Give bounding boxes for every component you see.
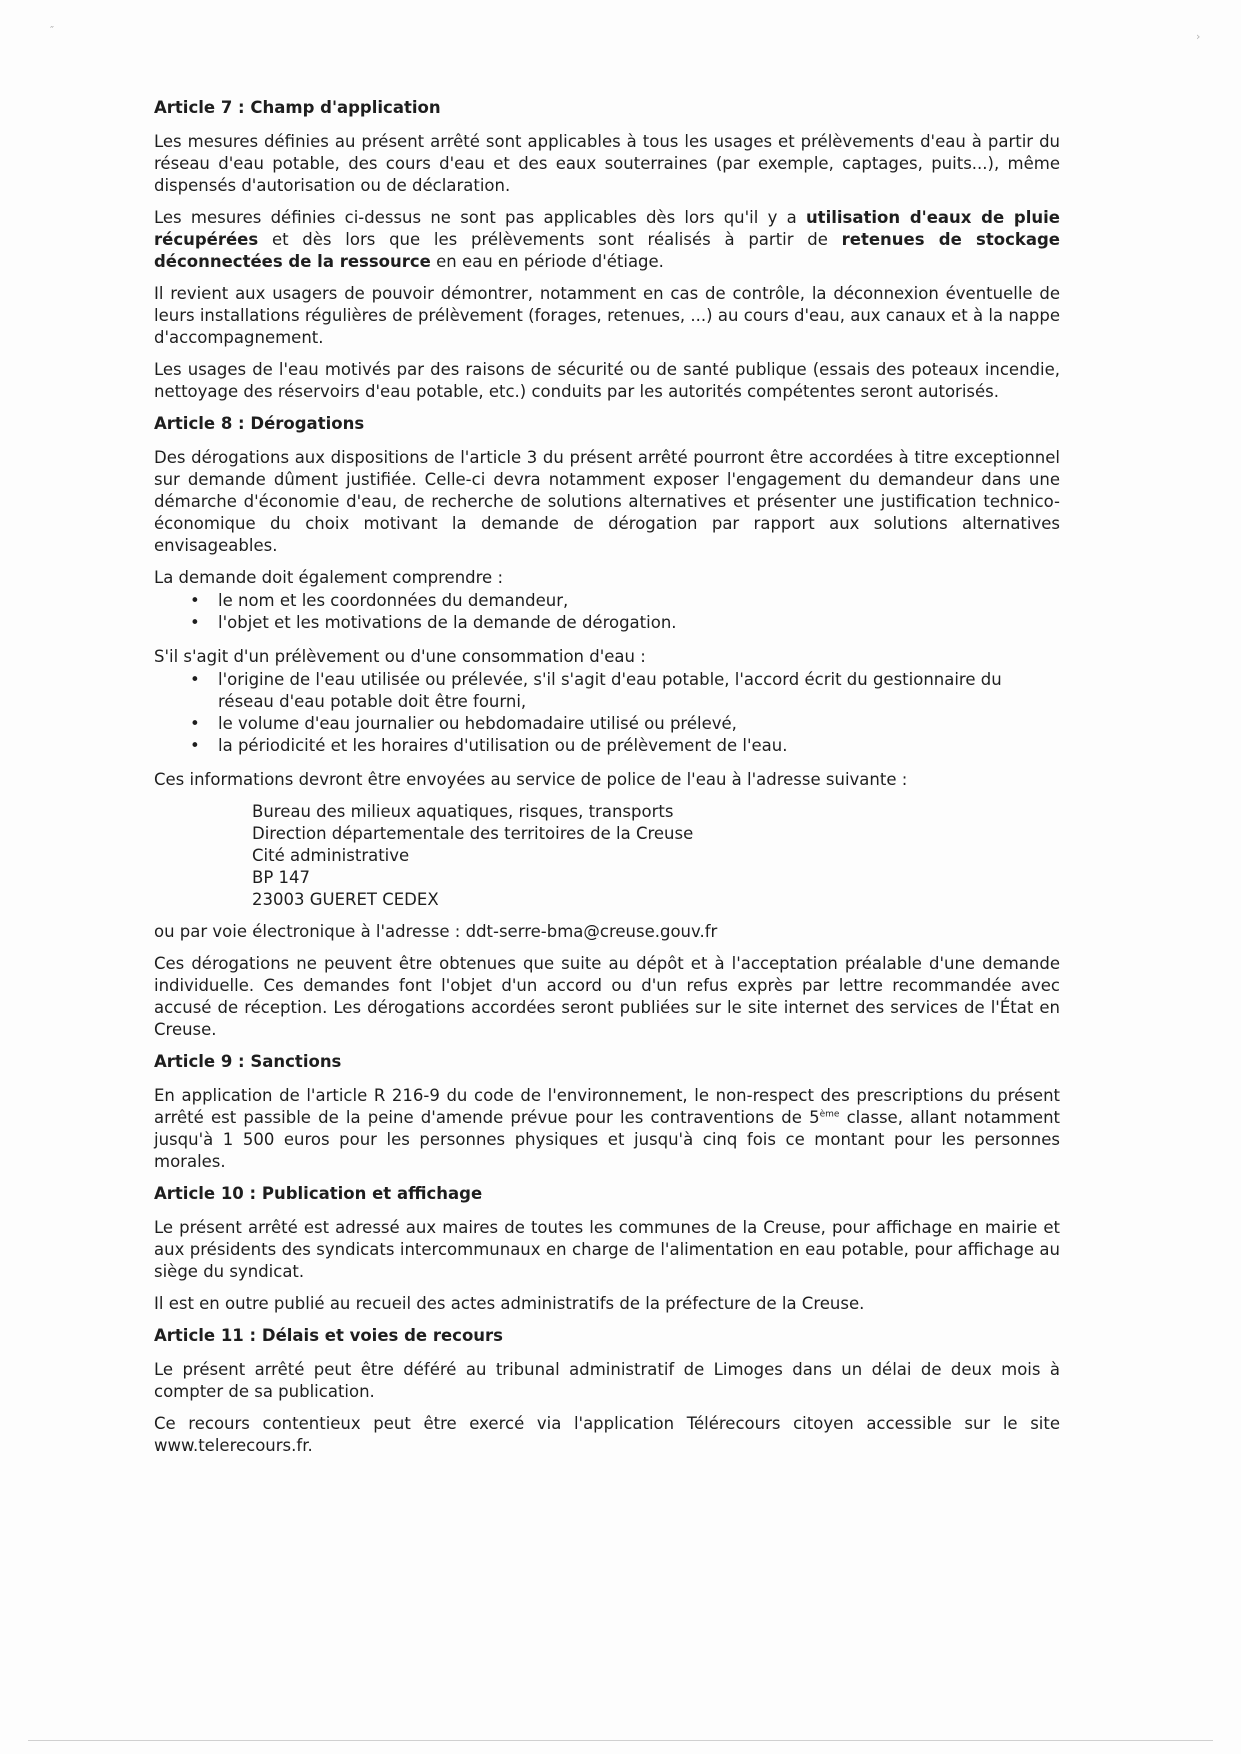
scan-speck: ″ <box>50 24 55 37</box>
article-7-paragraph: Il revient aux usagers de pouvoir démontrer, notamment en cas de contrôle, la déconnexion éventuelle de leurs installations régulières de prélèvement (forages, retenues, ...) au cours d'eau, aux canaux et à la nappe d'accompagnement. <box>154 284 1060 347</box>
list-item-text: l'origine de l'eau utilisée ou prélevée, s'il s'agit d'eau potable, l'accord écrit du gestionnaire du réseau d'eau potable doit être fourni, <box>218 670 1002 711</box>
article-8-paragraph: S'il s'agit d'un prélèvement ou d'une consommation d'eau : <box>154 647 646 666</box>
article-10-heading: Article 10 : Publication et affichage <box>154 1184 483 1203</box>
text-run: classe, allant notamment jusqu'à 1 500 euros pour les personnes physiques et jusqu'à cinq fois ce montant pour les personnes morales. <box>154 1108 1060 1171</box>
bullet-icon: • <box>190 670 200 689</box>
list-item-text: le nom et les coordonnées du demandeur, <box>218 591 569 610</box>
list-item <box>154 713 1060 735</box>
article-7-paragraph: Les usages de l'eau motivés par des raisons de sécurité ou de santé publique (essais des poteaux incendie, nettoyage des réservoirs d'eau potable, etc.) conduits par les autorités compétentes seront autorisés. <box>154 360 1060 401</box>
bullet-icon: • <box>190 736 200 755</box>
article-7-paragraph: Les mesures définies au présent arrêté sont applicables à tous les usages et prélèvements d'eau à partir du réseau d'eau potable, des cours d'eau et des eaux souterraines (par exemple, captages, puits...), même dispensés d'autorisation ou de déclaration. <box>154 132 1060 195</box>
article-8-heading: Article 8 : Dérogations <box>154 414 365 433</box>
bullet-icon: • <box>190 613 200 632</box>
list-item-text: l'objet et les motivations de la demande de dérogation. <box>218 613 677 632</box>
article-9-heading: Article 9 : Sanctions <box>154 1052 342 1071</box>
list-item-text: la périodicité et les horaires d'utilisation ou de prélèvement de l'eau. <box>218 736 788 755</box>
bullet-icon: • <box>190 591 200 610</box>
article-8-paragraph: Des dérogations aux dispositions de l'article 3 du présent arrêté pourront être accordées à titre exceptionnel sur demande dûment justifiée. Celle-ci devra notamment exposer l'engagement du demandeur dans une démarche d'économie d'eau, de recherche de solutions alternatives et présenter une justification technico-économique du choix motivant la demande de dérogation par rapport aux solutions alternatives envisageables. <box>154 448 1060 555</box>
article-11-heading: Article 11 : Délais et voies de recours <box>154 1326 503 1345</box>
text-run: En application de l'article R 216-9 du code de l'environnement, le non-respect des prescriptions du présent arrêté est passible de la peine d'amende prévue pour les contraventions de 5 <box>154 1086 1060 1127</box>
article-10-paragraph: Il est en outre publié au recueil des actes administratifs de la préfecture de la Creuse. <box>154 1294 865 1313</box>
text-run: et dès lors que les prélèvements sont réalisés à partir de <box>258 230 842 249</box>
article-8-paragraph: Ces informations devront être envoyées au service de police de l'eau à l'adresse suivante : <box>154 770 908 789</box>
text-run: Les mesures définies ci-dessus ne sont pas applicables dès lors qu'il y a <box>154 208 806 227</box>
bold-text: retenues de stockage déconnectées de la ressource <box>154 230 1060 271</box>
article-9-paragraph <box>154 1085 1060 1173</box>
article-8-paragraph: La demande doit également comprendre : <box>154 568 504 587</box>
article-7-heading: Article 7 : Champ d'application <box>154 98 441 117</box>
bold-text: utilisation d'eaux de pluie récupérées <box>154 208 1060 249</box>
article-11-paragraph: Le présent arrêté peut être déféré au tribunal administratif de Limoges dans un délai de deux mois à compter de sa publication. <box>154 1360 1060 1401</box>
postal-address <box>252 801 1060 911</box>
water-use-list <box>154 669 1060 757</box>
article-8-paragraph: Ces dérogations ne peuvent être obtenues que suite au dépôt et à l'acceptation préalable d'une demande individuelle. Ces demandes font l'objet d'un accord ou d'un refus exprès par lettre recommandée avec accusé de réception. Les dérogations accordées seront publiées sur le site internet des services de l'État en Creuse. <box>154 954 1060 1039</box>
address-line: 23003 GUERET CEDEX <box>252 890 439 909</box>
document-body <box>154 97 1060 1467</box>
email-contact: ou par voie électronique à l'adresse : ddt-serre-bma@creuse.gouv.fr <box>154 922 718 941</box>
list-item <box>154 735 1060 757</box>
list-item <box>154 612 1060 634</box>
superscript: ème <box>819 1109 840 1120</box>
address-line: Cité administrative <box>252 846 410 865</box>
list-item-text: le volume d'eau journalier ou hebdomadaire utilisé ou prélevé, <box>218 714 737 733</box>
scan-speck: › <box>1196 30 1201 43</box>
address-line: Bureau des milieux aquatiques, risques, transports <box>252 802 674 821</box>
bullet-icon: • <box>190 714 200 733</box>
article-7-paragraph <box>154 207 1060 273</box>
list-item <box>154 590 1060 612</box>
list-item <box>154 669 1060 713</box>
text-run: en eau en période d'étiage. <box>430 252 664 271</box>
address-line: BP 147 <box>252 868 311 887</box>
article-10-paragraph: Le présent arrêté est adressé aux maires de toutes les communes de la Creuse, pour affichage en mairie et aux présidents des syndicats intercommunaux en charge de l'alimentation en eau potable, pour affichage au siège du syndicat. <box>154 1218 1060 1281</box>
address-line: Direction départementale des territoires de la Creuse <box>252 824 694 843</box>
article-11-paragraph: Ce recours contentieux peut être exercé via l'application Télérecours citoyen accessible sur le site www.telerecours.fr. <box>154 1414 1060 1455</box>
scan-edge-line <box>28 1740 1213 1741</box>
requirements-list <box>154 590 1060 634</box>
